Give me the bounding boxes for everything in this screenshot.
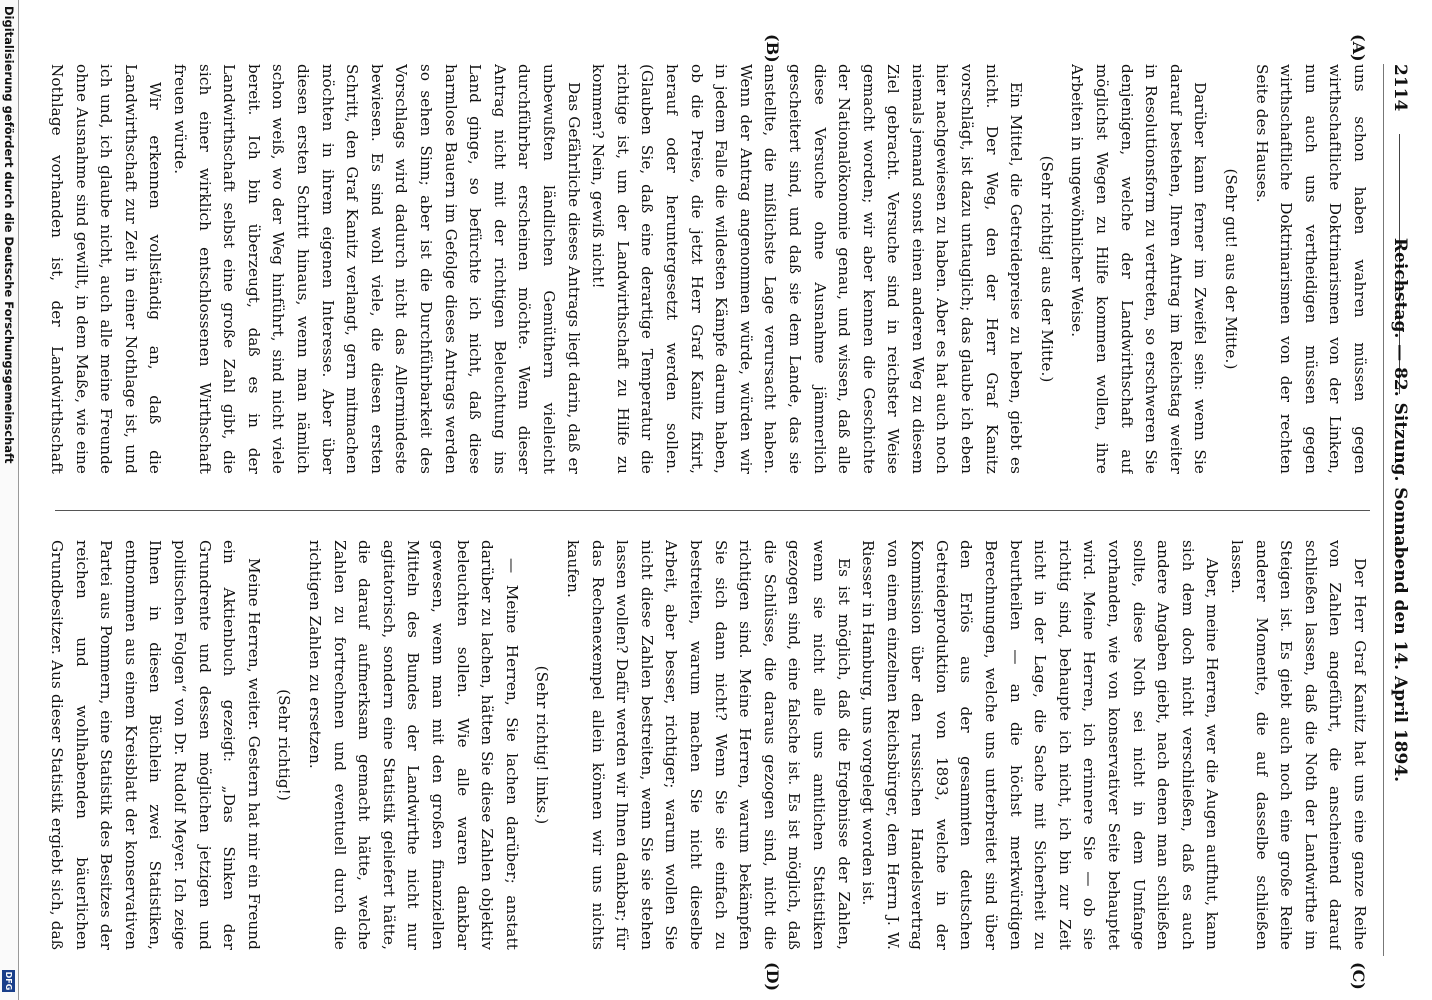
paragraph: Wir erkennen vollständig an, daß die Landwirthschaft zur Zeit in einer Nothlage ist, und ich und, ich glaube nicht, auch alle meine Freunde ohne Ausnahme sind gewillt, in dem Maße, wie eine Nothlage vorhanden ist, der Landwirthschaft bbox=[48, 64, 165, 474]
page-number: 2114 bbox=[1390, 64, 1410, 112]
dfg-logo: DFG bbox=[4, 971, 13, 991]
right-text-column bbox=[48, 540, 1372, 950]
column-divider bbox=[55, 510, 1370, 511]
margin-marker-c: (C) bbox=[1349, 962, 1368, 990]
paragraph: Das Gefährliche dieses Antrags liegt darin, daß er unbewußten ländlichen Gemüthern vielleicht durchführbar erscheinen möchte. Wenn dieser Antrag nicht mit der richtigen Beleuchtung ins Land ginge, so befürchte ich nicht, daß diese harmlose Bauern im Gefolge dieses Antrags werden so sehen Sinn; aber ist die Durchführbarkeit des Vorschlags wird dadurch nicht das Allermindeste bewiesen. Es sind wohl viele, die diesen ersten Schritt, den Graf Kanitz verlangt, gern mitmachen möchten in ihrem eigenen Interesse. Aber über diesen ersten Schritt hinaus, wenn man nämlich schon weiß, wo der Weg hinführt, sind nicht viele bereit. Ich bin überzeugt, daß es in der Landwirthschaft selbst eine große Zahl gibt, die sich einer wirklich entschlossenen Wirthschaft freuen würde. bbox=[171, 64, 583, 474]
interjection-remark: (Sehr richtig!) bbox=[275, 689, 294, 801]
paragraph: — Meine Herren, Sie lachen darüber; anstatt darüber zu lachen, hätten Sie diese Zahlen objektiv beleuchten sollen. Wie alle waren dankbar gewesen, wenn man mit den großen finanziellen Mitteln des Bundes der Landwirthe nicht nur agitatorisch, sondern eine Statistik geliefert hätte, die darauf aufmerksam gemacht hätte, welche Zahlen zu fortrechnen und eventuell durch die richtigen Zahlen zu ersetzen. bbox=[306, 540, 521, 950]
digitization-footer bbox=[0, 0, 19, 1000]
paragraph: Darüber kann ferner im Zweifel sein: wenn Sie darauf bestehen, Ihren Antrag im Reichstag weiter in Resolutionsform zu vertreten, so erschweren Sie denjenigen, welche der Landwirthschaft auf möglichst Wegen zu Hilfe kommen wollen, ihre Arbeiten in ungewöhnlicher Weise. bbox=[1068, 64, 1210, 474]
margin-marker-a: (A) bbox=[1349, 34, 1368, 62]
page-header bbox=[1383, 64, 1414, 956]
interjection-remark: (Sehr richtig! links.) bbox=[533, 665, 552, 825]
paragraph: Der Herr Graf Kanitz hat uns eine ganze Reihe von Zahlen angeführt, die anscheinend darauf schließen lassen, daß die Noth der Landwirthe im Steigen ist. Es giebt auch noch eine große Reihe anderer Momente, die auf dasselbe schließen lassen. bbox=[1228, 540, 1369, 950]
paragraph: Es ist möglich, daß die Ergebnisse der Zahlen, wenn sie nicht alle uns amtlichen Statistiken gezogen sind, eine falsche ist. Es ist möglich, daß die Schlüsse, die daraus gezogen sind, nicht die richtigen sind. Meine Herren, warum bekämpfen Sie sich dann nicht? Wenn Sie sie einfach zu bestreiten, warum machen Sie nicht dieselbe Arbeit, aber besser, richtiger; warum wollen Sie nicht diese Zahlen bestreiten, wenn Sie sie stehen lassen wollen? Dafür werden wir Ihnen dankbar; für das Rechenexempel allein können wir uns nichts kaufen. bbox=[564, 540, 853, 950]
interjection-remark: (Sehr gut! aus der Mitte.) bbox=[1222, 168, 1241, 370]
interjection-remark: (Sehr richtig! aus der Mitte.) bbox=[1037, 155, 1056, 383]
running-title: Reichstag. — 82. Sitzung. Sonnabend den 14. April 1894. bbox=[1390, 237, 1410, 783]
margin-marker-d: (D) bbox=[763, 962, 782, 992]
margin-marker-b: (B) bbox=[763, 34, 782, 63]
left-text-column bbox=[48, 64, 1372, 474]
paragraph: Aber, meine Herren, wer die Augen aufthut, kann sich dem doch nicht verschließen, daß es auch andere Angaben giebt, nach denen man schließen sollte, diese Noth sei nicht in dem Umfange vorhanden, wie von konservativer Seite behauptet wird. Meine Herren, ich erinnere Sie — ob sie richtig sind, behaupte ich nicht, ich bin zur Zeit nicht in der Lage, die Sache mit Sicherheit zu beurtheilen — an die höchst merkwürdigen Berechnungen, welche uns unterbreitet sind über den Erlös aus der gesammten deutschen Getreideproduktion von 1893, welche in der Kommission über den russischen Handelsvertrag von einem einzelnen Reichsbürger, dem Herrn J. W. Riesser in Hamburg, uns vorgelegt worden ist. bbox=[859, 540, 1222, 950]
paragraph: uns schon haben wahren müssen gegen wirthschaftliche Doktrinarismen von der Linken, nun auch uns vertheidigen müssen gegen wirthschaftliche Doktrinarismen von der rechten Seite des Hauses. bbox=[1252, 64, 1369, 474]
paragraph: Ein Mittel, die Getreidepreise zu heben, giebt es nicht. Der Weg, den der Herr Graf Kanitz vorschlägt, ist dazu untauglich; das glaube ich eben hier nachgewiesen zu haben. Aber es hat auch noch niemals jemand sonst einen anderen Weg zu diesem Ziel gebracht. Versuche sind in reichster Weise gemacht worden; wir aber kennen die Geschichte der Nationalökonomie genau, und wissen, daß alle diese Versuche ohne Ausnahme jämmerlich gescheitert sind, und daß sie dem Lande, das sie anstellte, die mißlichste Lage verursacht haben. Wenn der Antrag angenommen würde, würden wir in jedem Falle die wildesten Kämpfe darum haben, ob die Preise, die jetzt Herr Graf Kanitz fixirt, herauf oder heruntergesetzt werden sollen. (Glauben Sie, daß eine derartige Temperatur die richtige ist, um der Landwirthschaft zu Hilfe zu kommen? Nein, gewiß nicht! bbox=[589, 64, 1026, 474]
paragraph: Meine Herren, weiter. Gestern hat mir ein Freund ein Aktienbuch gezeigt: „Das Sinken der Grundrente und dessen möglichen jetzigen und politischen Folgen“ von Dr. Rudolf Meyer. Ich zeige Ihnen in diesen Büchlein zwei Statistiken, entnommen aus einem Kreisblatt der konservativen Partei aus Pommern, eine Statistik des Besitzes der reichen und wohlhabenden bäuerlichen Grundbesitzer. Aus dieser Statistik ergiebt sich, daß bbox=[48, 540, 263, 950]
footer-credit-text: Digitalisierung gefördert durch die Deutsche Forschungsgemeinschaft bbox=[2, 6, 16, 464]
